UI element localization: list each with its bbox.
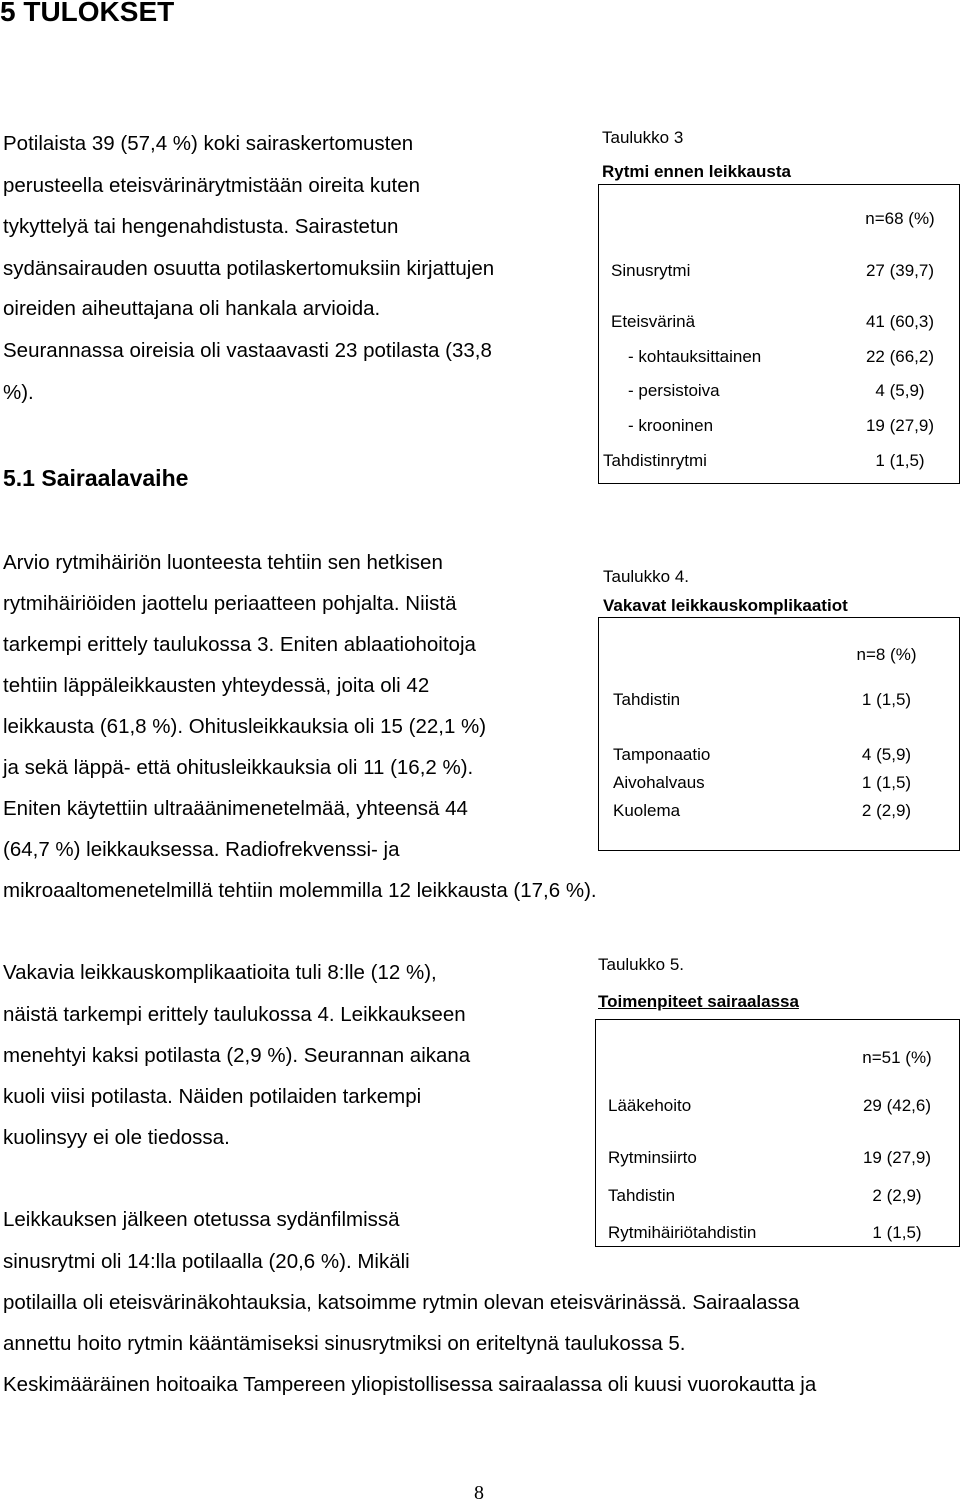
text-line: tehtiin läppäleikkausten yhteydessä, joita oli 42 — [3, 674, 430, 697]
text-line: kuolinsyy ei ole tiedossa. — [3, 1126, 230, 1149]
row-value: 2 (2,9) — [872, 1186, 922, 1205]
text-line: Leikkauksen jälkeen otetussa sydänfilmissä — [3, 1208, 400, 1231]
row-label: Tahdistin — [608, 1186, 676, 1205]
text-line: sydänsairauden osuutta potilaskertomuksiin kirjattujen — [3, 257, 495, 280]
table3-title: Rytmi ennen leikkausta — [602, 162, 791, 181]
text-line: Potilaista 39 (57,4 %) koki sairaskertomusten — [3, 132, 414, 155]
text-line: mikroaaltomenetelmillä tehtiin molemmilla 12 leikkausta (17,6 %). — [3, 879, 597, 902]
text-line: näistä tarkempi erittely taulukossa 4. Leikkaukseen — [3, 1003, 466, 1026]
text-line: Seurannassa oireisia oli vastaavasti 23 potilasta (33,8 — [3, 339, 492, 362]
text-line: potilailla oli eteisvärinäkohtauksia, katsoimme rytmin olevan eteisvärinässä. Sairaalassa — [3, 1291, 800, 1314]
text-line: kuoli viisi potilasta. Näiden potilaiden tarkempi — [3, 1085, 422, 1108]
table3-caption: Taulukko 3 — [602, 128, 684, 147]
text-line: tarkempi erittely taulukossa 3. Eniten ablaatiohoitoja — [3, 633, 476, 656]
text-line: oireiden aiheuttajana oli hankala arvioida. — [3, 297, 381, 320]
table5-header: n=51 (%) — [862, 1048, 932, 1067]
text-line: ja sekä läppä- että ohitusleikkauksia oli 11 (16,2 %). — [3, 756, 474, 779]
row-label: - kohtauksittainen — [628, 347, 762, 366]
text-line: leikkausta (61,8 %). Ohitusleikkauksia oli 15 (22,1 %) — [3, 715, 487, 738]
row-value: 1 (1,5) — [872, 1223, 922, 1242]
text-line: (64,7 %) leikkauksessa. Radiofrekvenssi- ja — [3, 838, 400, 861]
row-label: Kuolema — [613, 801, 681, 820]
row-value: 19 (27,9) — [865, 416, 935, 435]
row-label: Rytmihäiriötahdistin — [608, 1223, 757, 1242]
table5-caption: Taulukko 5. — [598, 955, 684, 974]
section-heading: 5.1 Sairaalavaihe — [3, 465, 189, 491]
row-value: 27 (39,7) — [865, 261, 935, 280]
row-label: Tahdistinrytmi — [603, 451, 707, 470]
page-heading: 5 TULOKSET — [0, 0, 175, 27]
text-line: Arvio rytmihäiriön luonteesta tehtiin sen hetkisen — [3, 551, 443, 574]
row-value: 22 (66,2) — [865, 347, 935, 366]
text-line: %). — [3, 381, 34, 404]
row-label: Tahdistin — [613, 690, 681, 709]
text-line: sinusrytmi oli 14:lla potilaalla (20,6 %). Mikäli — [3, 1250, 410, 1273]
text-line: Vakavia leikkauskomplikaatioita tuli 8:lle (12 %), — [3, 961, 437, 984]
text-line: Eniten käytettiin ultraäänimenetelmää, yhteensä 44 — [3, 797, 468, 820]
text-line: perusteella eteisvärinärytmistään oireita kuten — [3, 174, 421, 197]
text-line: rytmihäiriöiden jaottelu periaatteen pohjalta. Niistä — [3, 592, 457, 615]
row-value: 1 (1,5) — [861, 773, 912, 792]
row-value: 41 (60,3) — [865, 312, 935, 331]
row-label: Eteisvärinä — [611, 312, 696, 331]
text-line: menehtyi kaksi potilasta (2,9 %). Seurannan aikana — [3, 1044, 471, 1067]
row-label: - krooninen — [628, 416, 714, 435]
table4-header: n=8 (%) — [856, 645, 917, 664]
row-value: 19 (27,9) — [862, 1148, 932, 1167]
row-value: 2 (2,9) — [861, 801, 912, 820]
row-label: - persistoiva — [628, 381, 720, 400]
text-line: Keskimääräinen hoitoaika Tampereen yliopistollisessa sairaalassa oli kuusi vuorokautta ja — [3, 1373, 817, 1396]
row-value: 29 (42,6) — [862, 1096, 932, 1115]
row-value: 4 (5,9) — [861, 745, 912, 764]
paragraph-ecg — [3, 0, 958, 1400]
table3-header: n=68 (%) — [865, 209, 935, 228]
table4-title: Vakavat leikkauskomplikaatiot — [603, 596, 848, 615]
row-value: 1 (1,5) — [875, 451, 925, 470]
row-label: Tamponaatio — [613, 745, 711, 764]
row-label: Aivohalvaus — [613, 773, 705, 792]
row-label: Rytminsiirto — [608, 1148, 697, 1167]
page-number: 8 — [474, 1482, 484, 1504]
row-label: Lääkehoito — [608, 1096, 692, 1115]
text-line: annettu hoito rytmin kääntämiseksi sinusrytmiksi on eriteltynä taulukossa 5. — [3, 1332, 686, 1355]
text-line: tykyttelyä tai hengenahdistusta. Sairastetun — [3, 215, 399, 238]
row-value: 1 (1,5) — [861, 690, 912, 709]
row-value: 4 (5,9) — [875, 381, 925, 400]
row-label: Sinusrytmi — [611, 261, 691, 280]
table5-title: Toimenpiteet sairaalassa — [598, 992, 799, 1011]
table4-caption: Taulukko 4. — [603, 567, 689, 586]
